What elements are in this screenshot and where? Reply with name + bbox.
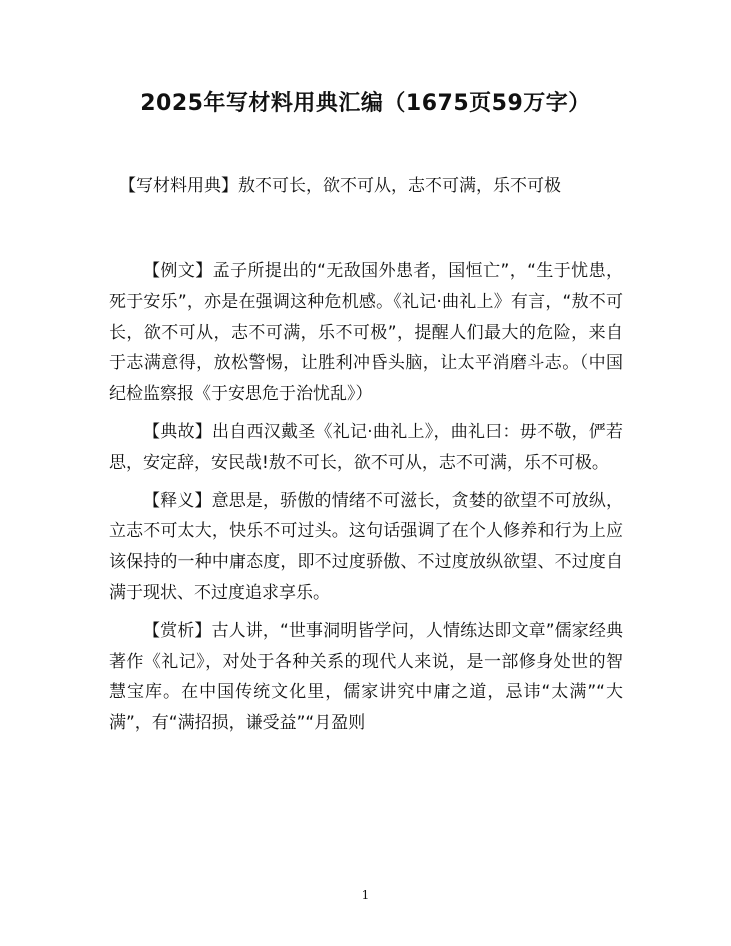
paragraph-example: 【例文】孟子所提出的“无敌国外患者，国恒亡”，“生于忧患，死于安乐”，亦是在强调这种危机感。《礼记·曲礼上》有言，“敖不可长，欲不可从，志不可满，乐不可极”，提醒人们最大的危险，来自于志满意得，放松警惕，让胜利冲昏头脑，让太平消磨斗志。（中国纪检监察报《于安思危于治忧乱》） [109,261,623,405]
page-number: 1 [361,888,370,902]
document-subtitle: 【写材料用典】敖不可长，欲不可从，志不可满，乐不可极 [119,176,561,196]
paragraph-allusion: 【典故】出自西汉戴圣《礼记·曲礼上》，曲礼曰：毋不敬，俨若思，安定辞，安民哉!敖不可长，欲不可从，志不可满，乐不可极。 [109,421,623,473]
document-body [109,256,623,746]
document-title: 2025年写材料用典汇编（1675页59万字） [140,91,591,116]
paragraph-appreciation: 【赏析】古人讲，“世事洞明皆学问，人情练达即文章”儒家经典著作《礼记》，对处于各种关系的现代人来说，是一部修身处世的智慧宝库。在中国传统文化里，儒家讲究中庸之道，忌讳“太满”“大满”，有“满招损，谦受益”“月盈则 [109,620,623,734]
paragraph-interpretation: 【释义】意思是，骄傲的情绪不可滋长，贪婪的欲望不可放纵，立志不可太大，快乐不可过头。这句话强调了在个人修养和行为上应该保持的一种中庸态度，即不过度骄傲、不过度放纵欲望、不过度自满于现状、不过度追求享乐。 [109,490,623,603]
